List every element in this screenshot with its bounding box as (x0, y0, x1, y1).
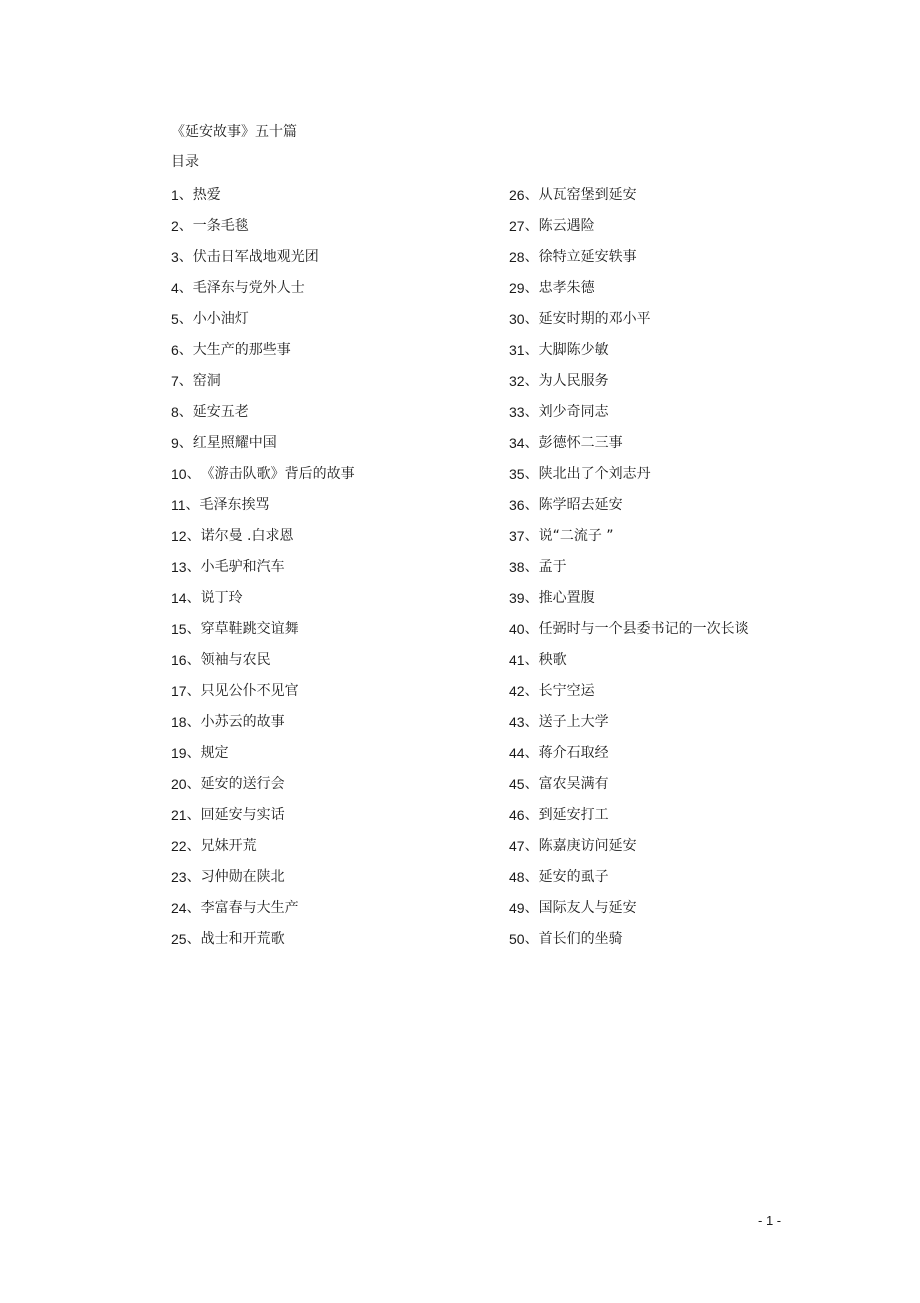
toc-entry (171, 429, 491, 460)
toc-entry-number: 42 (509, 683, 525, 699)
toc-entry (171, 646, 491, 677)
toc-entry-separator: 、 (186, 900, 201, 916)
toc-entry (171, 584, 491, 615)
toc-entry-title: 延安时期的邓小平 (538, 311, 651, 327)
toc-entry-number: 39 (509, 590, 525, 606)
toc-entry (509, 863, 809, 894)
toc-entry-title: 陕北出了个刘志丹 (538, 466, 651, 482)
toc-entry (171, 708, 491, 739)
toc-entry-number: 2 (171, 218, 179, 234)
toc-entry-number: 15 (171, 621, 187, 637)
toc-entry-title: 秧歌 (538, 652, 567, 668)
toc-entry-title: 延安的虱子 (538, 869, 609, 885)
toc-entry (509, 894, 809, 925)
toc-entry-title: 送子上大学 (538, 714, 609, 730)
toc-entry-separator: 、 (524, 931, 539, 947)
toc-entry (509, 522, 809, 553)
toc-entry-separator: 、 (186, 652, 201, 668)
toc-entry-number: 3 (171, 249, 179, 265)
toc-entry (171, 460, 491, 491)
toc-entry-number: 29 (509, 280, 525, 296)
toc-entry-number: 30 (509, 311, 525, 327)
toc-entry-title: 任弼时与一个县委书记的一次长谈 (538, 621, 749, 637)
toc-entry-separator: 、 (524, 869, 539, 885)
toc-entry-title: 窑洞 (192, 373, 221, 389)
document-title: 《延安故事》五十篇 (171, 124, 297, 140)
toc-entry (509, 460, 809, 491)
toc-entry (509, 584, 809, 615)
toc-entry-separator: 、 (186, 528, 201, 544)
toc-entry-title: 毛泽东与党外人士 (192, 280, 305, 296)
toc-entry-number: 11 (171, 497, 186, 513)
toc-entry-number: 5 (171, 311, 179, 327)
toc-entry-separator: 、 (178, 311, 193, 327)
toc-entry-title: 红星照耀中国 (192, 435, 277, 451)
toc-entry-separator: 、 (524, 404, 539, 420)
toc-entry-separator: 、 (178, 404, 193, 420)
toc-entry-separator: 、 (524, 497, 539, 513)
toc-entry (171, 677, 491, 708)
toc-entry-separator: 、 (178, 218, 193, 234)
toc-entry-number: 47 (509, 838, 525, 854)
toc-entry-number: 50 (509, 931, 525, 947)
toc-entry-number: 25 (171, 931, 187, 947)
toc-entry-separator: 、 (186, 869, 201, 885)
toc-entry-number: 7 (171, 373, 179, 389)
toc-entry (171, 181, 491, 212)
toc-entry-title: 毛泽东挨骂 (199, 497, 270, 513)
toc-entry-separator: 、 (524, 466, 539, 482)
toc-entry-title: 战士和开荒歌 (200, 931, 285, 947)
toc-entry-separator: 、 (178, 435, 193, 451)
toc-entry-title: 从瓦窑堡到延安 (538, 187, 637, 203)
toc-entry-title: 穿草鞋跳交谊舞 (200, 621, 299, 637)
toc-entry-number: 33 (509, 404, 525, 420)
toc-entry (171, 770, 491, 801)
toc-entry-number: 45 (509, 776, 525, 792)
toc-entry-separator: 、 (524, 249, 539, 265)
toc-entry-title: 小苏云的故事 (200, 714, 285, 730)
toc-entry-separator: 、 (178, 373, 193, 389)
toc-entry-title: 说丁玲 (200, 590, 243, 606)
toc-entry (509, 553, 809, 584)
toc-entry-title: 蒋介石取经 (538, 745, 609, 761)
toc-entry (171, 894, 491, 925)
toc-entry-title: 习仲勋在陕北 (200, 869, 285, 885)
toc-entry (509, 770, 809, 801)
toc-entry-number: 27 (509, 218, 525, 234)
toc-entry-separator: 、 (524, 807, 539, 823)
toc-entry-title: 忠孝朱德 (538, 280, 595, 296)
toc-entry-title: 国际友人与延安 (538, 900, 637, 916)
toc-entry-title: 小毛驴和汽车 (200, 559, 285, 575)
toc-entry (171, 553, 491, 584)
toc-entry-separator: 、 (178, 342, 193, 358)
toc-entry-number: 14 (171, 590, 187, 606)
toc-entry-number: 16 (171, 652, 187, 668)
toc-entry (509, 832, 809, 863)
toc-entry-separator: 、 (178, 187, 193, 203)
toc-entry-title: 说“二流子 ” (538, 528, 614, 544)
toc-entry-separator: 、 (186, 931, 201, 947)
toc-entry (171, 243, 491, 274)
toc-entry (509, 739, 809, 770)
toc-entry-title: 热爱 (192, 187, 221, 203)
toc-entry (171, 336, 491, 367)
toc-entry (171, 212, 491, 243)
toc-entry-title: 规定 (200, 745, 229, 761)
toc-entry-number: 20 (171, 776, 187, 792)
toc-entry-number: 24 (171, 900, 187, 916)
toc-entry-number: 26 (509, 187, 525, 203)
toc-column-left (171, 181, 491, 956)
toc-entry-title: 彭德怀二三事 (538, 435, 623, 451)
toc-entry-title: 《游击队歌》背后的故事 (200, 466, 355, 482)
toc-entry-separator: 、 (186, 466, 201, 482)
toc-entry-separator: 、 (186, 590, 201, 606)
toc-entry (171, 491, 491, 522)
toc-entry (171, 274, 491, 305)
toc-entry (509, 305, 809, 336)
toc-entry (171, 398, 491, 429)
toc-entry-separator: 、 (524, 528, 539, 544)
toc-entry-title: 一条毛毯 (192, 218, 249, 234)
toc-entry-title: 小小油灯 (192, 311, 249, 327)
toc-entry-separator: 、 (524, 714, 539, 730)
toc-entry-title: 只见公仆不见官 (200, 683, 299, 699)
toc-entry-number: 31 (509, 342, 525, 358)
toc-entry-number: 19 (171, 745, 187, 761)
toc-entry-number: 9 (171, 435, 179, 451)
toc-entry-number: 10 (171, 466, 187, 482)
toc-entry-separator: 、 (524, 373, 539, 389)
toc-entry-separator: 、 (524, 187, 539, 203)
toc-entry-separator: 、 (186, 714, 201, 730)
toc-entry (509, 243, 809, 274)
toc-entry (509, 708, 809, 739)
toc-entry (509, 274, 809, 305)
toc-entry-number: 38 (509, 559, 525, 575)
toc-entry-number: 28 (509, 249, 525, 265)
toc-entry (509, 491, 809, 522)
toc-entry-number: 35 (509, 466, 525, 482)
toc-entry-separator: 、 (186, 745, 201, 761)
toc-entry-number: 37 (509, 528, 525, 544)
toc-entry-title: 为人民服务 (538, 373, 609, 389)
toc-entry-number: 48 (509, 869, 525, 885)
toc-entry-separator: 、 (178, 249, 193, 265)
toc-entry-number: 17 (171, 683, 187, 699)
toc-entry (509, 677, 809, 708)
toc-entry-number: 23 (171, 869, 187, 885)
toc-entry (509, 615, 809, 646)
page-number: - 1 - (758, 1213, 782, 1228)
toc-entry-separator: 、 (186, 838, 201, 854)
toc-entry-number: 43 (509, 714, 525, 730)
toc-entry (509, 646, 809, 677)
toc-entry-title: 诺尔曼 .白求恩 (200, 528, 294, 544)
toc-entry-separator: 、 (524, 559, 539, 575)
toc-entry-separator: 、 (524, 590, 539, 606)
toc-entry-separator: 、 (524, 280, 539, 296)
toc-entry-separator: 、 (186, 621, 201, 637)
toc-entry-number: 12 (171, 528, 187, 544)
toc-entry (509, 801, 809, 832)
toc-entry-title: 大生产的那些事 (192, 342, 291, 358)
toc-entry (509, 212, 809, 243)
toc-entry-number: 41 (509, 652, 525, 668)
toc-entry-number: 44 (509, 745, 525, 761)
toc-entry-number: 1 (171, 187, 179, 203)
toc-entry-number: 36 (509, 497, 525, 513)
toc-entry-separator: 、 (524, 311, 539, 327)
toc-entry-title: 富农吴满有 (538, 776, 609, 792)
toc-entry (171, 832, 491, 863)
toc-entry-title: 陈嘉庚访问延安 (538, 838, 637, 854)
toc-entry-separator: 、 (178, 280, 193, 296)
toc-entry-title: 大脚陈少敏 (538, 342, 609, 358)
toc-entry-number: 13 (171, 559, 187, 575)
toc-entry-title: 回延安与实话 (200, 807, 285, 823)
toc-entry-title: 首长们的坐骑 (538, 931, 623, 947)
toc-entry-title: 李富春与大生产 (200, 900, 299, 916)
toc-entry-separator: 、 (524, 435, 539, 451)
toc-entry-title: 延安五老 (192, 404, 249, 420)
toc-entry-separator: 、 (186, 807, 201, 823)
toc-entry (509, 429, 809, 460)
toc-entry-title: 徐特立延安轶事 (538, 249, 637, 265)
toc-entry (171, 615, 491, 646)
toc-entry-title: 刘少奇同志 (538, 404, 609, 420)
toc-entry-title: 陈云遇险 (538, 218, 595, 234)
toc-entry-title: 到延安打工 (538, 807, 609, 823)
toc-entry (171, 367, 491, 398)
toc-entry-number: 4 (171, 280, 179, 296)
toc-entry (509, 398, 809, 429)
toc-entry (509, 367, 809, 398)
toc-entry-title: 长宁空运 (538, 683, 595, 699)
toc-entry-title: 陈学昭去延安 (538, 497, 623, 513)
toc-entry (171, 522, 491, 553)
toc-entry-separator: 、 (186, 776, 201, 792)
toc-entry (171, 305, 491, 336)
toc-entry-separator: 、 (524, 342, 539, 358)
toc-entry-number: 21 (171, 807, 187, 823)
toc-entry-separator: 、 (524, 652, 539, 668)
toc-entry-separator: 、 (185, 497, 200, 513)
toc-heading: 目录 (171, 154, 199, 170)
toc-entry-title: 推心置腹 (538, 590, 595, 606)
toc-entry-separator: 、 (524, 218, 539, 234)
toc-entry-title: 领袖与农民 (200, 652, 271, 668)
toc-entry-number: 22 (171, 838, 187, 854)
toc-entry-title: 伏击日军战地观光团 (192, 249, 319, 265)
toc-entry (171, 801, 491, 832)
toc-entry-number: 46 (509, 807, 525, 823)
toc-entry-number: 49 (509, 900, 525, 916)
toc-column-right (509, 181, 809, 956)
toc-entry-number: 6 (171, 342, 179, 358)
toc-entry-separator: 、 (524, 776, 539, 792)
toc-entry-title: 兄妹开荒 (200, 838, 257, 854)
toc-entry-separator: 、 (186, 559, 201, 575)
toc-entry-separator: 、 (524, 900, 539, 916)
toc-entry-separator: 、 (186, 683, 201, 699)
toc-entry-number: 40 (509, 621, 525, 637)
toc-entry (171, 739, 491, 770)
toc-entry-title: 延安的送行会 (200, 776, 285, 792)
toc-entry-number: 18 (171, 714, 187, 730)
toc-entry (171, 863, 491, 894)
toc-entry-separator: 、 (524, 838, 539, 854)
toc-entry (509, 181, 809, 212)
toc-entry-number: 32 (509, 373, 525, 389)
toc-entry-separator: 、 (524, 621, 539, 637)
toc-entry (509, 336, 809, 367)
toc-entry-separator: 、 (524, 745, 539, 761)
toc-entry (171, 925, 491, 956)
toc-entry-number: 8 (171, 404, 179, 420)
toc-entry-number: 34 (509, 435, 525, 451)
toc-entry (509, 925, 809, 956)
toc-entry-separator: 、 (524, 683, 539, 699)
toc-entry-title: 孟于 (538, 559, 567, 575)
